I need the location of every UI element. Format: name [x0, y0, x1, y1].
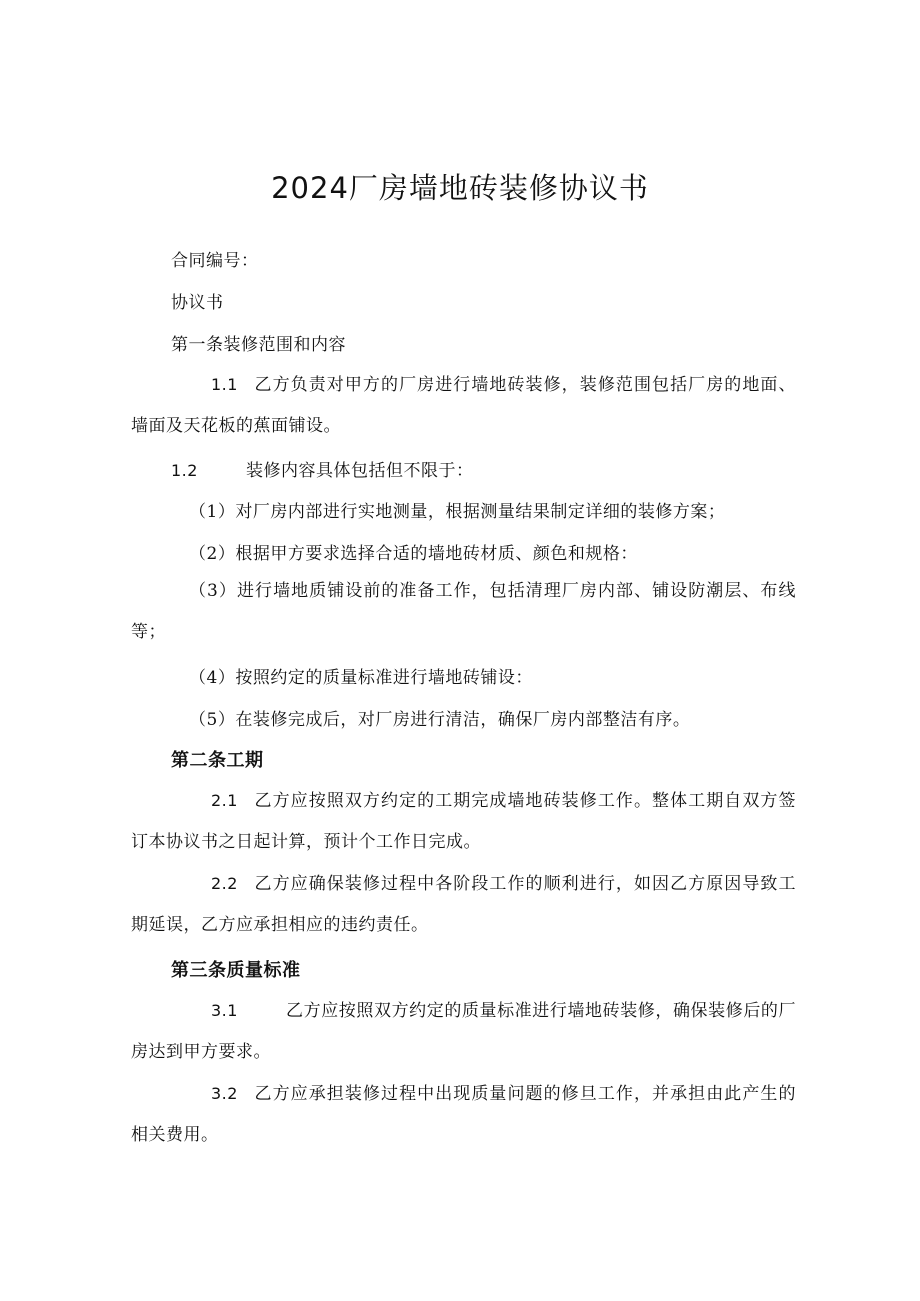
item-text: 对厂房内部进行实地测量，根据测量结果制定详细的装修方案； [235, 502, 726, 522]
clause-number: 3.1 [211, 1001, 238, 1020]
clause-text: 乙方负责对甲方的厂房进行墙地砖装修，装修范围包括厂房的地面、墙面及天花板的蕉面铺设。 [131, 375, 796, 436]
clause-3-1 [131, 990, 796, 1073]
clause-number: 2.2 [211, 874, 238, 893]
clause-text: 乙方应按照双方约定的工期完成墙地砖装修工作。整体工期自双方签订本协议书之日起计算，预计个工作日完成。 [131, 791, 796, 852]
clause-text: 乙方应承担装修过程中出现质量问题的修旦工作，并承担由此产生的相关费用。 [131, 1084, 796, 1145]
item-number: （3） [189, 581, 237, 601]
section-3-heading: 第三条质量标准 [171, 960, 301, 981]
item-text: 根据甲方要求选择合适的墙地砖材质、颜色和规格： [235, 544, 638, 564]
item-text: 按照约定的质量标准进行墙地砖铺设： [235, 668, 533, 688]
clause-number: 1.1 [211, 375, 238, 394]
clause-text: 乙方应确保装修过程中各阶段工作的顺利进行，如因乙方原因导致工期延误，乙方应承担相应的违约责任。 [131, 874, 796, 935]
document-subtitle: 协议书 [171, 293, 224, 313]
item-text: 在装修完成后，对厂房进行清洁，确保厂房内部整洁有序。 [235, 710, 691, 730]
clause-3-2 [131, 1073, 796, 1156]
item-number: （1） [189, 502, 236, 522]
clause-2-2 [131, 863, 796, 946]
clause-number: 2.1 [211, 791, 238, 810]
contract-number-label: 合同编号： [171, 251, 259, 271]
list-item [189, 705, 690, 730]
clause-text: 装修内容具体包括但不限于： [245, 461, 474, 481]
clause-text: 乙方应按照双方约定的质量标准进行墙地砖装修，确保装修后的厂房达到甲方要求。 [131, 1001, 796, 1062]
item-text: 进行墙地质铺设前的准备工作，包括清理厂房内部、铺设防潮层、布线等； [131, 581, 796, 642]
list-item [131, 571, 796, 653]
clause-number: 3.2 [211, 1084, 238, 1103]
section-2-heading: 第二条工期 [171, 750, 264, 771]
clause-2-1 [131, 780, 796, 863]
section-1-heading: 第一条装修范围和内容 [171, 335, 346, 355]
item-number: （5） [189, 710, 236, 730]
list-item [189, 539, 638, 564]
clause-number: 1.2 [171, 461, 198, 480]
list-item [189, 497, 725, 522]
item-number: （4） [189, 668, 236, 688]
item-number: （2） [189, 544, 236, 564]
clause-1-1 [131, 364, 796, 447]
clause-1-2 [171, 456, 473, 481]
document-title: 2024厂房墙地砖装修协议书 [271, 171, 649, 205]
list-item [189, 663, 533, 688]
